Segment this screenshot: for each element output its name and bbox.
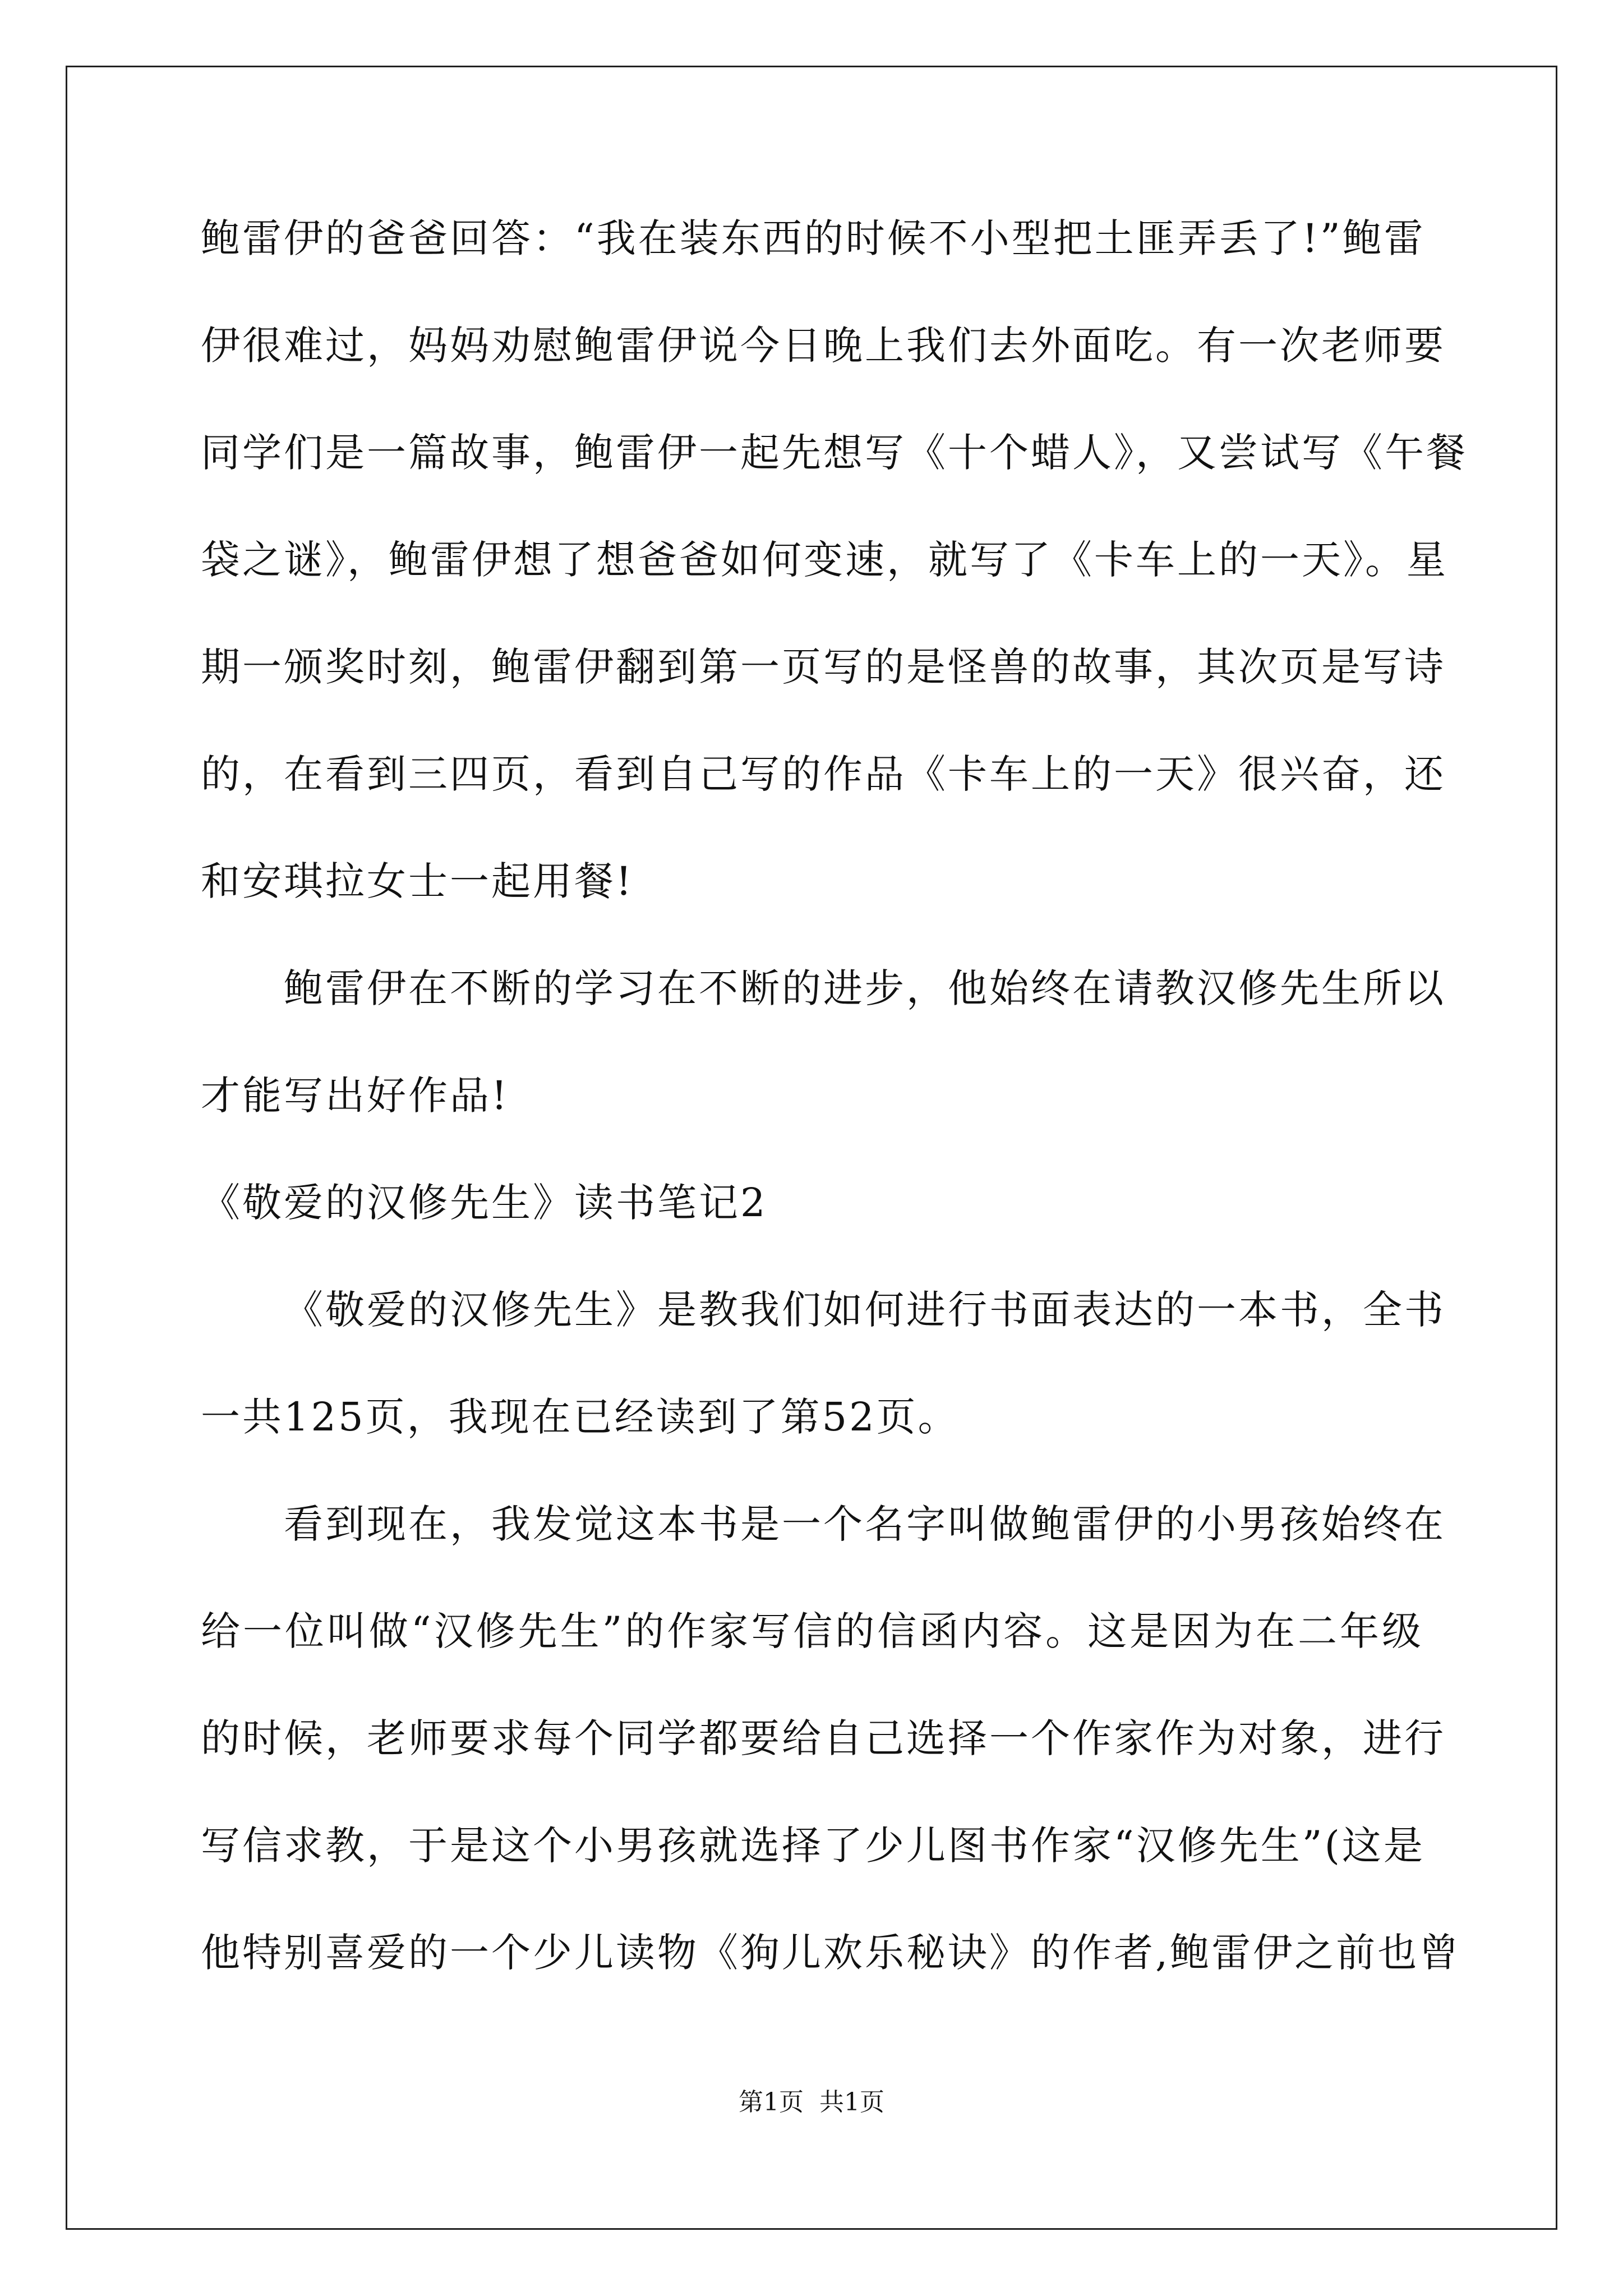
section-title: 《敬爱的汉修先生》读书笔记2	[201, 1180, 768, 1226]
body-line: 袋之谜》，鲍雷伊想了想爸爸如何变速，就写了《卡车上的一天》。星	[201, 537, 1448, 583]
body-line: 鲍雷伊的爸爸回答：“我在装东西的时候不小型把土匪弄丢了!”鲍雷	[201, 215, 1426, 261]
paragraph-first-line: 鲍雷伊在不断的学习在不断的进步，他始终在请教汉修先生所以	[284, 965, 1446, 1011]
body-line: 他特别喜爱的一个少儿读物《狗儿欢乐秘诀》的作者,鲍雷伊之前也曾	[201, 1930, 1461, 1976]
page-number: 第1页 共1页	[739, 2088, 884, 2116]
body-line: 同学们是一篇故事，鲍雷伊一起先想写《十个蜡人》，又尝试写《午餐	[201, 430, 1468, 476]
body-line: 的，在看到三四页，看到自己写的作品《卡车上的一天》很兴奋，还	[201, 751, 1446, 797]
body-line: 给一位叫做“汉修先生”的作家写信的信函内容。这是因为在二年级	[201, 1608, 1423, 1654]
paragraph-first-line: 《敬爱的汉修先生》是教我们如何进行书面表达的一本书，全书	[284, 1287, 1446, 1333]
body-line: 一共125页，我现在已经读到了第52页。	[201, 1394, 960, 1440]
paragraph-first-line: 看到现在，我发觉这本书是一个名字叫做鲍雷伊的小男孩始终在	[284, 1501, 1446, 1547]
page-border	[66, 66, 1557, 2230]
body-line: 才能写出好作品!	[201, 1073, 510, 1119]
body-line: 期一颁奖时刻，鲍雷伊翻到第一页写的是怪兽的故事，其次页是写诗	[201, 644, 1446, 690]
body-line: 伊很难过，妈妈劝慰鲍雷伊说今日晚上我们去外面吃。有一次老师要	[201, 323, 1446, 369]
body-line: 写信求教，于是这个小男孩就选择了少儿图书作家“汉修先生”(这是	[201, 1823, 1425, 1869]
body-line: 和安琪拉女士一起用餐!	[201, 858, 634, 904]
body-line: 的时候，老师要求每个同学都要给自己选择一个作家作为对象，进行	[201, 1715, 1446, 1761]
